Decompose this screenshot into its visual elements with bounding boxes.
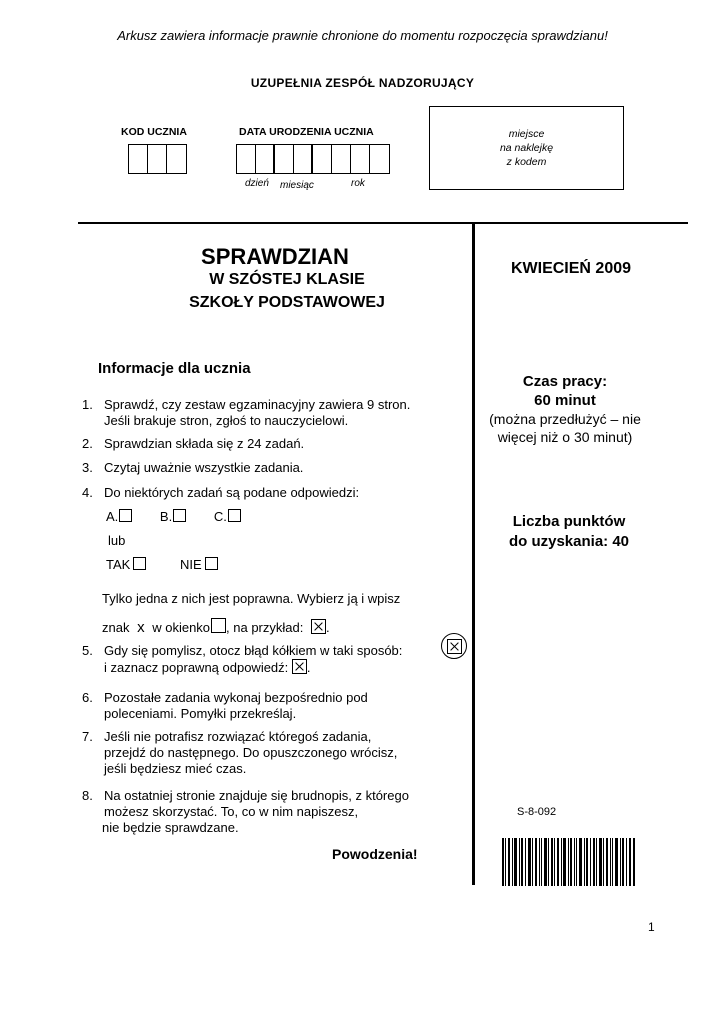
points-info: [478, 512, 660, 552]
barcode-icon: [502, 838, 635, 886]
horizontal-divider: [78, 222, 688, 224]
item-line: i zaznacz poprawną odpowiedź:: [104, 660, 289, 675]
item-number: 8.: [82, 788, 93, 803]
item-line: Sprawdzian składa się z 24 zadań.: [104, 436, 305, 451]
time-note-2: więcej niż o 30 minut): [497, 429, 633, 445]
info-heading: Informacje dla ucznia: [98, 360, 251, 377]
mark-suffix: , na przykład:: [226, 620, 304, 635]
checkbox-icon: [173, 509, 186, 522]
option-b-label: B.: [159, 509, 173, 524]
confidentiality-notice: Arkusz zawiera informacje prawnie chronione do momentu rozpoczęcia sprawdzianu!: [117, 28, 608, 43]
day-label: dzień: [245, 178, 269, 189]
circled-crossed-checkbox-icon: [441, 633, 467, 659]
sticker-line: miejsce: [508, 128, 545, 140]
time-value: 60 minut: [534, 392, 596, 409]
supervisor-label: UZUPEŁNIA ZESPÓŁ NADZORUJĄCY: [250, 76, 475, 90]
item-line: Pozostałe zadania wykonaj bezpośrednio pod: [104, 690, 368, 705]
page-number: 1: [648, 920, 655, 934]
sticker-line: na naklejkę: [499, 142, 554, 154]
option-c-label: C.: [213, 509, 227, 524]
item-line: Gdy się pomylisz, otocz błąd kółkiem w taki sposób:: [104, 643, 403, 658]
crossed-checkbox-icon: [447, 639, 462, 654]
item-number: 7.: [82, 729, 93, 744]
mark-prefix: znak: [102, 620, 130, 635]
barcode-sticker-area: [429, 106, 624, 190]
time-info: [478, 372, 652, 446]
item-line: nie będzie sprawdzane.: [102, 820, 239, 835]
points-line-1: Liczba punktów: [512, 513, 626, 530]
item-number: 4.: [82, 485, 93, 500]
yes-no-example: [106, 557, 218, 572]
item-number: 1.: [82, 397, 93, 412]
item-line: Sprawdź, czy zestaw egzaminacyjny zawiera 9 stron.: [104, 397, 411, 412]
mark-instruction: znak x w okienko , na przykład: .: [102, 619, 330, 636]
time-note-1: (można przedłużyć – nie: [489, 411, 641, 427]
crossed-checkbox-icon: [292, 659, 307, 674]
student-code-label: KOD UCZNIA: [121, 126, 187, 138]
exam-subtitle-school: SZKOŁY PODSTAWOWEJ: [189, 294, 385, 311]
item-number: 2.: [82, 436, 93, 451]
checkbox-icon: [205, 557, 218, 570]
year-label: rok: [351, 178, 365, 189]
exam-date: KWIECIEŃ 2009: [510, 260, 632, 277]
item-line: Czytaj uważnie wszystkie zadania.: [104, 460, 304, 475]
item-number: 6.: [82, 690, 93, 705]
time-label: Czas pracy:: [522, 373, 608, 390]
good-luck: Powodzenia!: [332, 846, 418, 862]
item-line: Jeśli nie potrafisz rozwiązać któregoś zadania,: [104, 729, 372, 744]
item-line: jeśli będziesz mieć czas.: [104, 761, 247, 776]
checkbox-icon: [133, 557, 146, 570]
checkbox-icon: [211, 618, 226, 633]
item-line: Jeśli brakuje stron, zgłoś to nauczycielowi.: [104, 413, 349, 428]
item-line: przejdź do następnego. Do opuszczonego wrócisz,: [104, 745, 398, 760]
birthdate-boxes: [236, 144, 390, 174]
no-label: NIE: [179, 557, 202, 572]
student-code-boxes: [128, 144, 187, 174]
only-one-text: Tylko jedna z nich jest poprawna. Wybierz ją i wpisz: [102, 591, 401, 606]
mark-x: x: [137, 619, 145, 636]
item-line: Na ostatniej stronie znajduje się brudnopis, z którego: [104, 788, 409, 803]
sticker-line: z kodem: [506, 156, 547, 168]
crossed-checkbox-icon: [311, 619, 326, 634]
or-label: lub: [108, 533, 126, 548]
exam-code: S-8-092: [517, 806, 557, 818]
exam-title: SPRAWDZIAN: [201, 244, 349, 269]
vertical-divider: [472, 222, 475, 885]
points-line-2: do uzyskania: 40: [508, 533, 630, 550]
exam-subtitle-grade: W SZÓSTEJ KLASIE: [209, 271, 365, 288]
option-a-label: A.: [106, 509, 119, 524]
item-line: poleceniami. Pomyłki przekreślaj.: [104, 706, 297, 721]
item-number: 5.: [82, 643, 93, 658]
item-line: Do niektórych zadań są podane odpowiedzi:: [104, 485, 360, 500]
item-line: możesz skorzystać. To, co w nim napiszesz,: [104, 804, 359, 819]
checkbox-icon: [228, 509, 241, 522]
birthdate-label: DATA URODZENIA UCZNIA: [239, 126, 374, 138]
checkbox-icon: [119, 509, 132, 522]
month-label: miesiąc: [280, 180, 314, 191]
item-number: 3.: [82, 460, 93, 475]
mark-middle: w okienko: [152, 620, 211, 635]
yes-label: TAK: [106, 557, 131, 572]
options-example: [106, 509, 241, 524]
